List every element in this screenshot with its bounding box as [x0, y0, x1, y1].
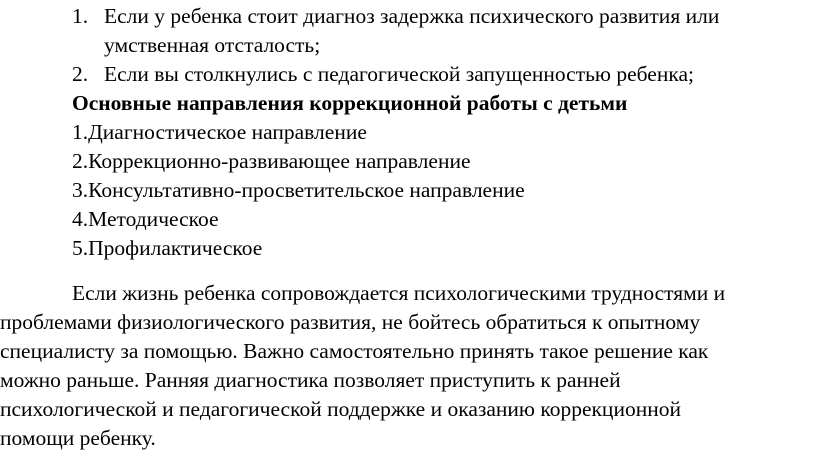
paragraph-line: специалисту за помощью. Важно самостоятельно принять такое решение как	[0, 339, 709, 363]
direction-item: 5.Профилактическое	[72, 236, 263, 260]
list-item-text: Если у ребенка стоит диагноз задержка психического развития или	[104, 4, 720, 28]
direction-item: 2.Коррекционно-развивающее направление	[72, 149, 471, 173]
paragraph-line: Если жизнь ребенка сопровождается психологическими трудностями и	[72, 281, 726, 305]
direction-item: 4.Методическое	[72, 207, 219, 231]
paragraph-line: психологической и педагогической поддержке и оказанию коррекционной	[0, 397, 681, 421]
paragraph-line: помощи ребенку.	[0, 426, 156, 450]
list-item-text-continuation: умственная отсталость;	[104, 33, 321, 57]
list-item-number: 2.	[72, 62, 89, 86]
direction-item: 3.Консультативно-просветительское направление	[72, 178, 525, 202]
direction-item: 1.Диагностическое направление	[72, 120, 367, 144]
list-item-number: 1.	[72, 4, 89, 28]
paragraph-line: можно раньше. Ранняя диагностика позволяет приступить к ранней	[0, 368, 621, 392]
section-heading: Основные направления коррекционной работы с детьми	[72, 91, 628, 115]
list-item-text: Если вы столкнулись с педагогической запущенностью ребенка;	[104, 62, 694, 86]
paragraph-line: проблемами физиологического развития, не бойтесь обратиться к опытному	[0, 310, 701, 334]
